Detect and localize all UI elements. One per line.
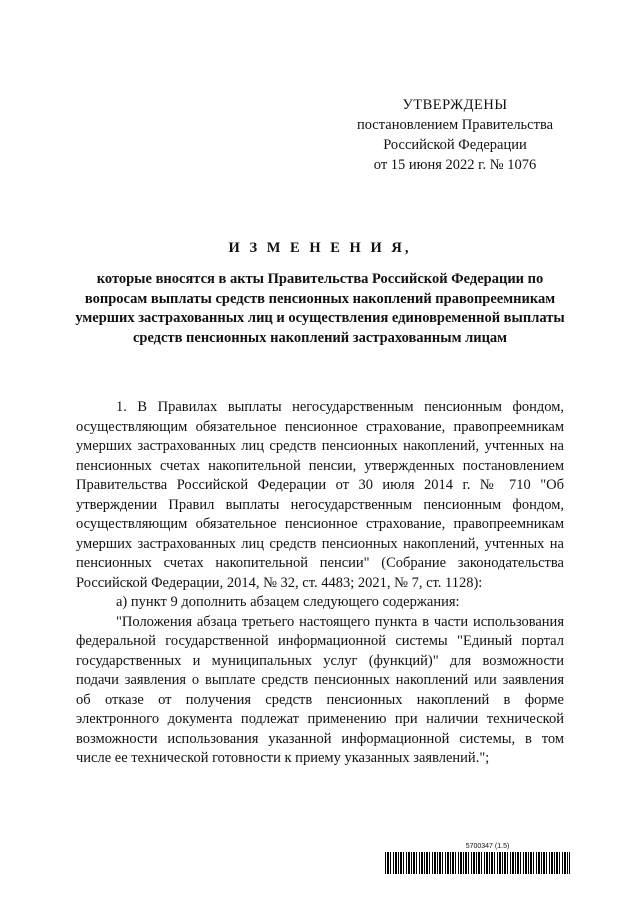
approval-line-3: от 15 июня 2022 г. № 1076 [373, 157, 537, 173]
document-title: И З М Е Н Е Н И Я, [228, 240, 412, 256]
document-subtitle: которые вносятся в акты Правительства Российской Федерации по вопросам выплаты средств пенсионных накоплений правопреемникам умерших застрахованных лиц и осуществления единовременной выплаты средств пенсионных накоплений застрахованным лицам [75, 271, 565, 346]
document-body [76, 398, 564, 769]
approval-line-1: постановлением Правительства [356, 117, 554, 133]
paragraph-1: 1. В Правилах выплаты негосударственным пенсионным фондом, осуществляющим обязательное пенсионное страхование, правопреемникам умерших застрахованных лиц средств пенсионных накоплений, учтенных на пенсионных счетах накопительной пенсии, утвержденных постановлением Правительства Российской Федерации от 30 июля 2014 г. № 710 "Об утверждении Правил выплаты негосударственным пенсионным фондом, осуществляющим обязательное пенсионное страхование, правопреемникам умерших застрахованных лиц средств пенсионных накоплений, учтенных на пенсионных счетах накопительной пенсии" (Собрание законодательства Российской Федерации, 2014, № 32, ст. 4483; 2021, № 7, ст. 1128): [76, 399, 564, 591]
approval-stamp [340, 95, 570, 175]
paragraph-3: "Положения абзаца третьего настоящего пункта в части использования федеральной государственной информационной системы "Единый портал государственных и муниципальных услуг (функций)" для возможности подачи заявления о выплате средств пенсионных накоплений или заявления об отказе от получения средств пенсионных накоплений в форме электронного документа подлежат применению при наличии технической возможности использования указанной информационной системы, в том числе ее технической готовности к приему указанных заявлений."; [76, 613, 564, 766]
barcode-icon [385, 852, 570, 874]
barcode-label: 5700347 (1.5) [465, 843, 510, 850]
paragraph-2: а) пункт 9 дополнить абзацем следующего содержания: [116, 594, 460, 610]
approval-title: УТВЕРЖДЕНЫ [402, 97, 508, 113]
approval-line-2: Российской Федерации [383, 137, 527, 153]
barcode-block [385, 842, 570, 874]
